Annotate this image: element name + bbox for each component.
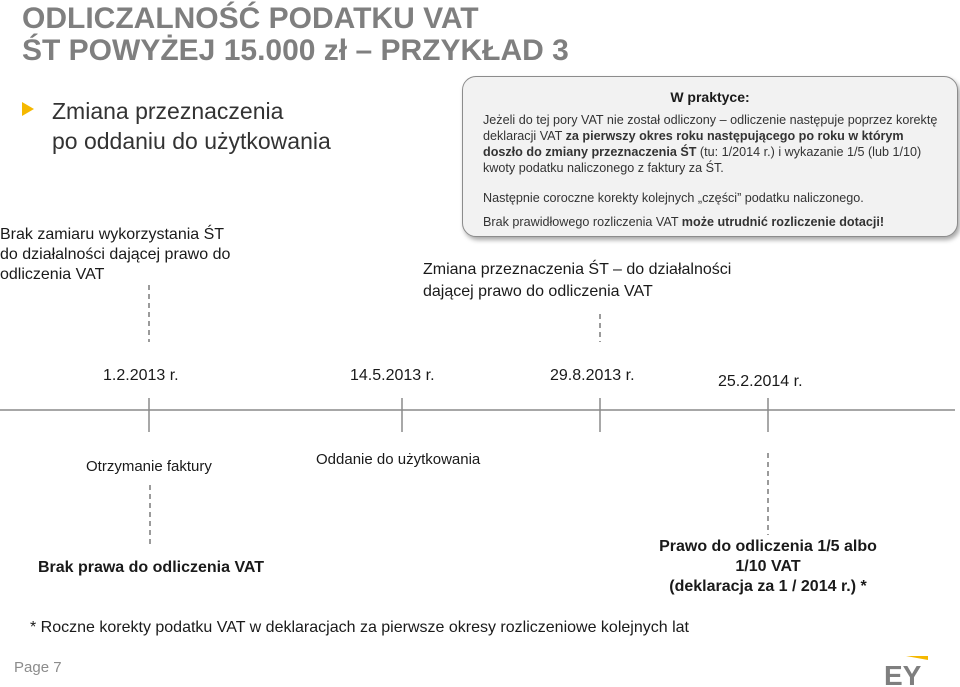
- deduction-line-3: (deklaracja za 1 / 2014 r.) *: [669, 578, 867, 595]
- bullet-line-1: Zmiana przeznaczenia: [52, 98, 284, 124]
- ey-logo-text: EY: [884, 660, 922, 686]
- no-intent-line-3: odliczenia VAT: [0, 266, 105, 283]
- deduction-right-label: [632, 537, 904, 597]
- no-intent-line-2: do działalności dającej prawo do: [0, 246, 231, 263]
- date-4: 25.2.2014 r.: [718, 373, 803, 390]
- callout-p1-d: ) i wykazanie 1/5 (lub 1/10) kwoty podatku naliczonego z faktury za ŚT.: [483, 145, 922, 175]
- date-3: 29.8.2013 r.: [550, 367, 635, 384]
- callout-p3-a: Brak prawidłowego rozliczenia VAT: [483, 215, 682, 229]
- callout-p1-b: za pierwszy okres roku następującego po roku w którym doszło do zmiany przeznaczenia ŚT: [483, 129, 904, 159]
- date-2: 14.5.2013 r.: [350, 367, 435, 384]
- deduction-line-2: 1/10 VAT: [735, 558, 801, 575]
- bullet-line-2: po oddaniu do użytkowania: [52, 128, 331, 154]
- event-invoice-received: Otrzymanie faktury: [86, 458, 212, 475]
- footnote: * Roczne korekty podatku VAT w deklaracjach za pierwsze okresy rozliczeniowe kolejnych lat: [30, 619, 689, 636]
- title-line-2: ŚT POWYŻEJ 15.000 zł – PRZYKŁAD 3: [22, 34, 569, 67]
- change-line-1: Zmiana przeznaczenia ŚT – do działalności: [423, 261, 732, 278]
- callout-p1-c: (tu: 1/2014 r.: [696, 145, 771, 159]
- page-number: Page 7: [14, 659, 62, 676]
- no-intent-line-1: Brak zamiaru wykorzystania ŚT: [0, 226, 225, 243]
- callout-p1-a: Jeżeli do tej pory VAT nie został odliczony – odliczenie następuje poprzez korektę deklaracji VAT: [483, 113, 938, 143]
- callout-title: W praktyce:: [670, 89, 750, 105]
- date-1: 1.2.2013 r.: [103, 367, 179, 384]
- deduction-line-1: Prawo do odliczenia 1/5 albo: [659, 538, 877, 555]
- event-put-into-use: Oddanie do użytkowania: [316, 451, 481, 468]
- callout-paragraph-2: Następnie coroczne korekty kolejnych „części” podatku naliczonego.: [483, 191, 864, 205]
- title-line-1: ODLICZALNOŚĆ PODATKU VAT: [22, 2, 479, 35]
- callout-p3-b: może utrudnić rozliczenie dotacji!: [681, 215, 885, 229]
- change-line-2: dającej prawo do odliczenia VAT: [423, 283, 653, 300]
- ey-logo-icon: [884, 656, 928, 686]
- no-deduction-right-label: Brak prawa do odliczenia VAT: [37, 559, 265, 576]
